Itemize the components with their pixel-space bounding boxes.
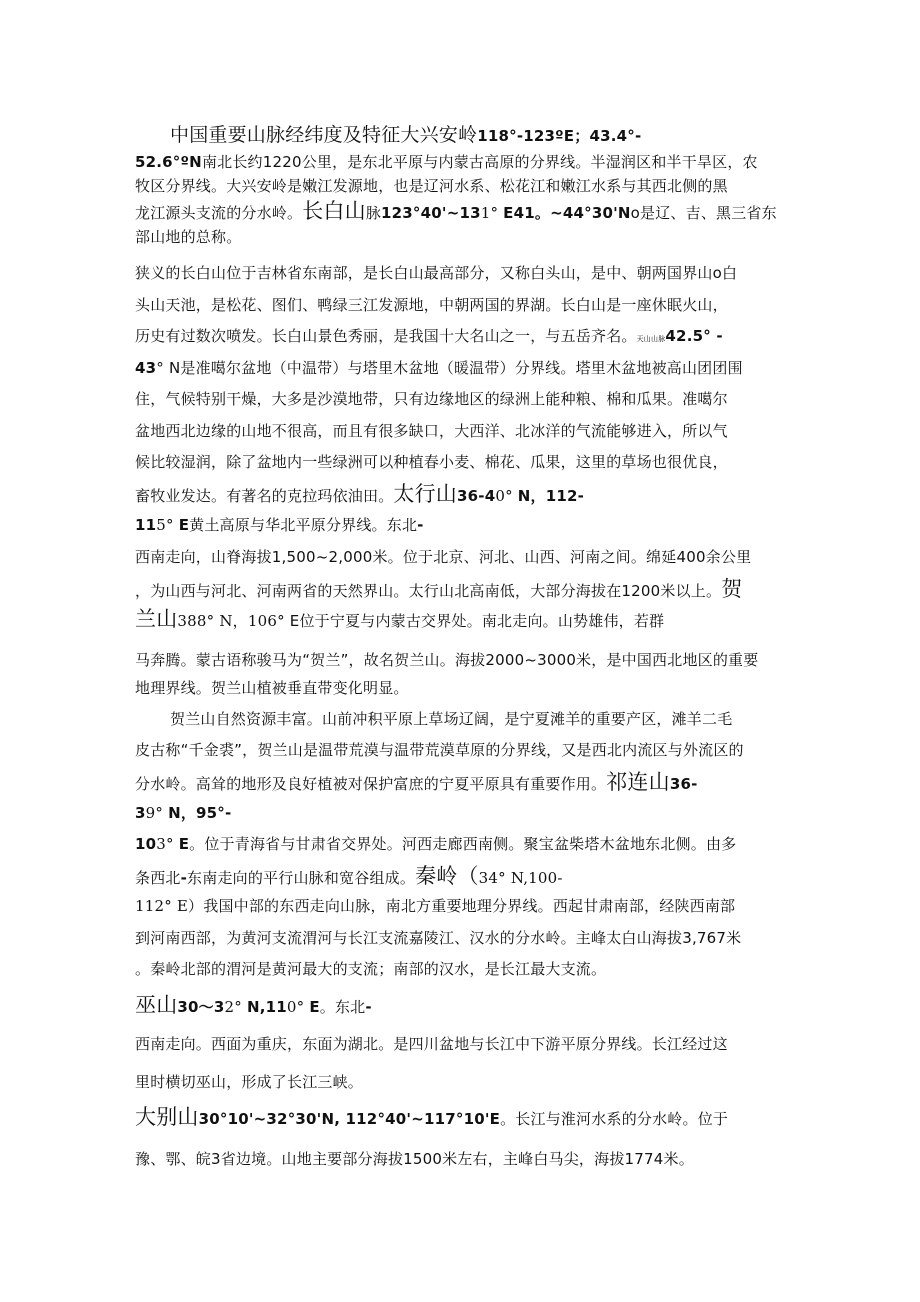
p2-line-11: ，为山西与河北、河南两省的天然界山。太行山北高南低，大部分海拔在1200米以上。贺 bbox=[135, 577, 743, 601]
p2-line-2: 头山天池，是松花、图们、鸭绿三江发源地，中朝两国的界湖。长白山是一座休眠火山， bbox=[135, 296, 728, 314]
p4-line-2: 西南走向。西面为重庆，东面为湖北。是四川盆地与长江中下游平原分界线。长江经过这 bbox=[135, 1035, 728, 1053]
p2-line-6: 盆地西北边缘的山地不很高，而且有很多缺口，大西洋、北冰洋的气流能够进入，所以气 bbox=[135, 422, 728, 440]
p3-line-2: 皮古称“千金裘”，贺兰山是温带荒漠与温带荒漠草原的分界线，又是西北内流区与外流区的 bbox=[135, 741, 744, 759]
mountain-changbai: 长白山 bbox=[302, 199, 366, 223]
p2-line-8: 畜牧业发达。有著名的克拉玛依油田。太行山36-40° N，112- bbox=[135, 482, 585, 506]
mountain-wushan: 巫山 bbox=[135, 993, 178, 1017]
p4-line-3: 里时横切巫山，形成了长江三峡。 bbox=[135, 1073, 364, 1091]
p2-line-4: 43° N是准噶尔盆地（中温带）与塔里木盆地（暖温带）分界线。塔里木盆地被高山团团围 bbox=[135, 359, 743, 377]
mountain-qilian: 祁连山 bbox=[606, 770, 670, 794]
p2-line-1: 狭义的长白山位于吉林省东南部，是长白山最高部分，又称白头山，是中、朝两国界山o白 bbox=[135, 264, 738, 282]
p3-line-6: 条西北-东南走向的平行山脉和宽谷组成。秦岭（34° N,100- bbox=[135, 864, 563, 888]
p1-line-5: 部山地的总称。 bbox=[135, 228, 242, 246]
p3-line-5: 103° E。位于青海省与甘肃省交界处。河西走廊西南侧。聚宝盆柴塔木盆地东北侧。由多 bbox=[135, 835, 737, 853]
document-title: 中国重要山脉经纬度及特征大兴安岭 bbox=[170, 124, 478, 146]
p3-line-9: 。秦岭北部的渭河是黄河最大的支流；南部的汉水，是长江最大支流。 bbox=[135, 960, 607, 978]
mountain-qinling: 秦岭（ bbox=[415, 864, 479, 888]
mountain-dabie: 大别山 bbox=[135, 1105, 199, 1129]
p3-line-7: 112° E）我国中部的东西走向山脉，南北方重要地理分界线。西起甘肃南部，经陕西南部 bbox=[135, 897, 736, 915]
p3-line-3: 分水岭。高耸的地形及良好植被对保护富庶的宁夏平原具有重要作用。祁连山36- bbox=[135, 770, 698, 794]
p1-line-3: 牧区分界线。大兴安岭是嫩江发源地，也是辽河水系、松花江和嫩江水系与其西北侧的黑 bbox=[135, 177, 728, 195]
p5-line-2: 豫、鄂、皖3省边境。山地主要部分海拔1500米左右，主峰白马尖，海拔1774米。 bbox=[135, 1150, 694, 1168]
mountain-helan-start: 贺 bbox=[721, 577, 743, 601]
p2-line-5: 住，气候特别干燥，大多是沙漠地带，只有边缘地区的绿洲上能种粮、棉和瓜果。准噶尔 bbox=[135, 390, 728, 408]
p2-line-12: 兰山388° N，106° E位于宁夏与内蒙古交界处。南北走向。山势雄伟，若群 bbox=[135, 607, 665, 631]
p2-line-13: 马奔腾。蒙古语称骏马为“贺兰”，故名贺兰山。海拔2000~3000米，是中国西北地区的重要 bbox=[135, 651, 759, 669]
p1-coords-2: 52.6°ºN bbox=[135, 153, 202, 171]
p2-line-10: 西南走向，山脊海拔1,500~2,000米。位于北京、河北、山西、河南之间。绵延400余公里 bbox=[135, 548, 752, 566]
p1-line-1 bbox=[170, 123, 830, 148]
p1-coords-1: 118°-123ºE；43.4°- bbox=[477, 127, 642, 145]
mountain-taihang: 太行山 bbox=[393, 482, 458, 506]
p1-line-2: 52.6°ºN南北长约1220公里，是东北平原与内蒙古高原的分界线。半湿润区和半干旱区，农 bbox=[135, 153, 758, 171]
p3-line-4: 39° N，95°- bbox=[135, 804, 232, 822]
tianshan-label: 天山山脉 bbox=[636, 335, 666, 343]
p2-line-14: 地理界线。贺兰山植被垂直带变化明显。 bbox=[135, 679, 409, 697]
p2-line-7: 候比较湿润，除了盆地内一些绿洲可以种植春小麦、棉花、瓜果，这里的草场也很优良， bbox=[135, 453, 728, 471]
p1-line-4: 龙江源头支流的分水岭。长白山脉123°40'~131° E41。~44°30'No是辽、吉、黑三省东 bbox=[135, 199, 777, 223]
p5-line-1: 大别山30°10'~32°30'N, 112°40'~117°10'E。长江与淮河水系的分水岭。位于 bbox=[135, 1105, 729, 1129]
p2-line-9: 115° E黄土高原与华北平原分界线。东北- bbox=[135, 516, 424, 534]
p3-line-8: 到河南西部，为黄河支流渭河与长江支流嘉陵江、汉水的分水岭。主峰太白山海拔3,767米 bbox=[135, 929, 742, 947]
p3-line-1: 贺兰山自然资源丰富。山前冲积平原上草场辽阔，是宁夏滩羊的重要产区，滩羊二毛 bbox=[170, 710, 733, 728]
p4-line-1: 巫山30～32° N,110° E。东北- bbox=[135, 993, 372, 1017]
mountain-helan: 兰山 bbox=[135, 607, 178, 631]
p2-line-3: 历史有过数次喷发。长白山景色秀丽，是我国十大名山之一，与五岳齐名。天山山脉42.5° - bbox=[135, 327, 723, 345]
